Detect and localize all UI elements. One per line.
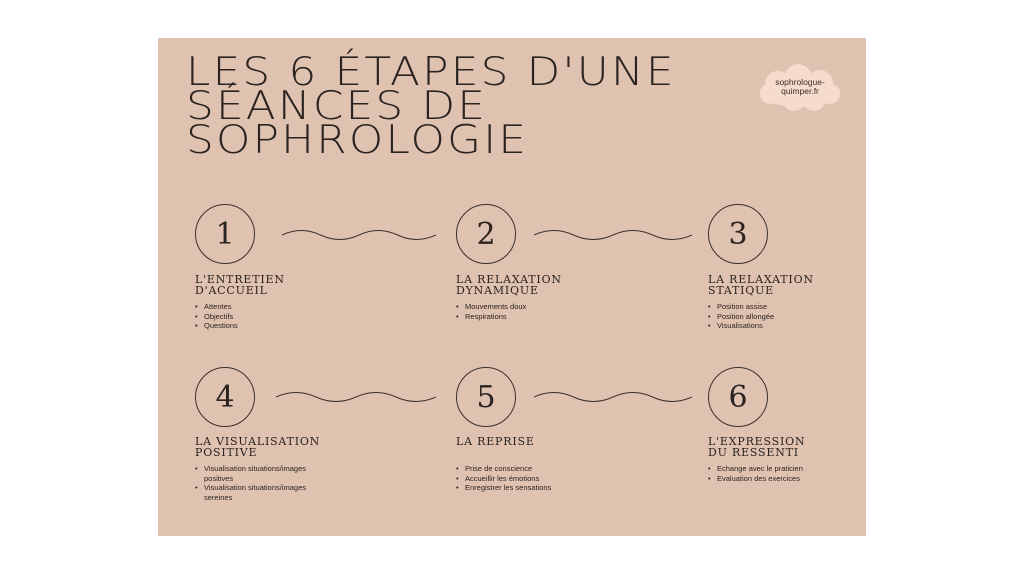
step-3-title-line-2: STATIQUE [708,284,775,297]
step-4-number: 4 [215,379,235,415]
step-4-list [195,464,306,502]
page-title [186,50,676,163]
step-1-circle [195,204,255,264]
step-5-circle [456,367,516,427]
step-3-circle [708,204,768,264]
website-badge [754,62,846,114]
list-item: • Position allongée [717,312,774,322]
step-2-number: 2 [476,216,496,252]
list-item: • Questions [204,321,238,331]
wave-connector-4-5 [276,386,436,408]
step-1-list [195,302,238,331]
list-item: • Objectifs [204,312,238,322]
step-1-number: 1 [215,216,235,252]
list-item: • Prise de conscience [465,464,551,474]
list-item: • Accueillir les émotions [465,474,551,484]
step-5-number: 5 [476,379,496,415]
list-item: • Visualisation situations/images [204,483,306,493]
step-1-title [195,274,285,296]
step-4-title-line-2: POSITIVE [195,446,258,459]
step-2-circle [456,204,516,264]
badge-line-2: quimper.fr [781,86,819,96]
poster [158,38,866,536]
wave-connector-2-3 [534,224,692,246]
step-3-title-line-1: LA RELAXATION [708,273,814,286]
step-6-circle [708,367,768,427]
step-3-number: 3 [728,216,748,252]
list-item: • Echange avec le praticien [717,464,803,474]
wave-connector-1-2 [282,224,436,246]
step-4-title [195,436,320,458]
step-2-title [456,274,562,296]
step-6-title-line-2: DU RESSENTI [708,446,799,459]
list-item: • Attentes [204,302,238,312]
list-item: • Visualisations [717,321,774,331]
step-6-title-line-1: L'EXPRESSION [708,435,806,448]
step-5-list [456,464,551,493]
step-2-title-line-2: DYNAMIQUE [456,284,539,297]
step-1-title-line-1: L'ENTRETIEN [195,273,285,286]
step-2-list [456,302,526,321]
list-item: • Visualisation situations/images [204,464,306,474]
title-line-3: SOPHROLOGIE [186,118,529,163]
list-item: • Enregistrer les sensations [465,483,551,493]
wave-connector-5-6 [534,386,692,408]
step-4-circle [195,367,255,427]
list-item: • Position assise [717,302,774,312]
title-line-1: LES 6 ÉTAPES D'UNE [186,50,676,95]
step-3-list [708,302,774,331]
step-6-number: 6 [728,379,748,415]
step-5-title [456,436,535,447]
step-1-title-line-2: D'ACCUEIL [195,284,268,297]
step-6-title [708,436,805,458]
badge-line-1: sophrologue- [775,77,825,87]
step-4-title-line-1: LA VISUALISATION [195,435,321,448]
step-6-list [708,464,803,483]
step-5-title-line-1: LA REPRISE [456,435,535,448]
list-item: • Respirations [465,312,526,322]
list-item-continuation: positives [204,473,234,483]
list-item-continuation: sereines [204,492,233,502]
title-line-2: SÉANCES DE [186,84,488,129]
step-3-title [708,274,814,296]
step-2-title-line-1: LA RELAXATION [456,273,562,286]
list-item: • Mouvements doux [465,302,526,312]
list-item: • Evaluation des exercices [717,474,803,484]
